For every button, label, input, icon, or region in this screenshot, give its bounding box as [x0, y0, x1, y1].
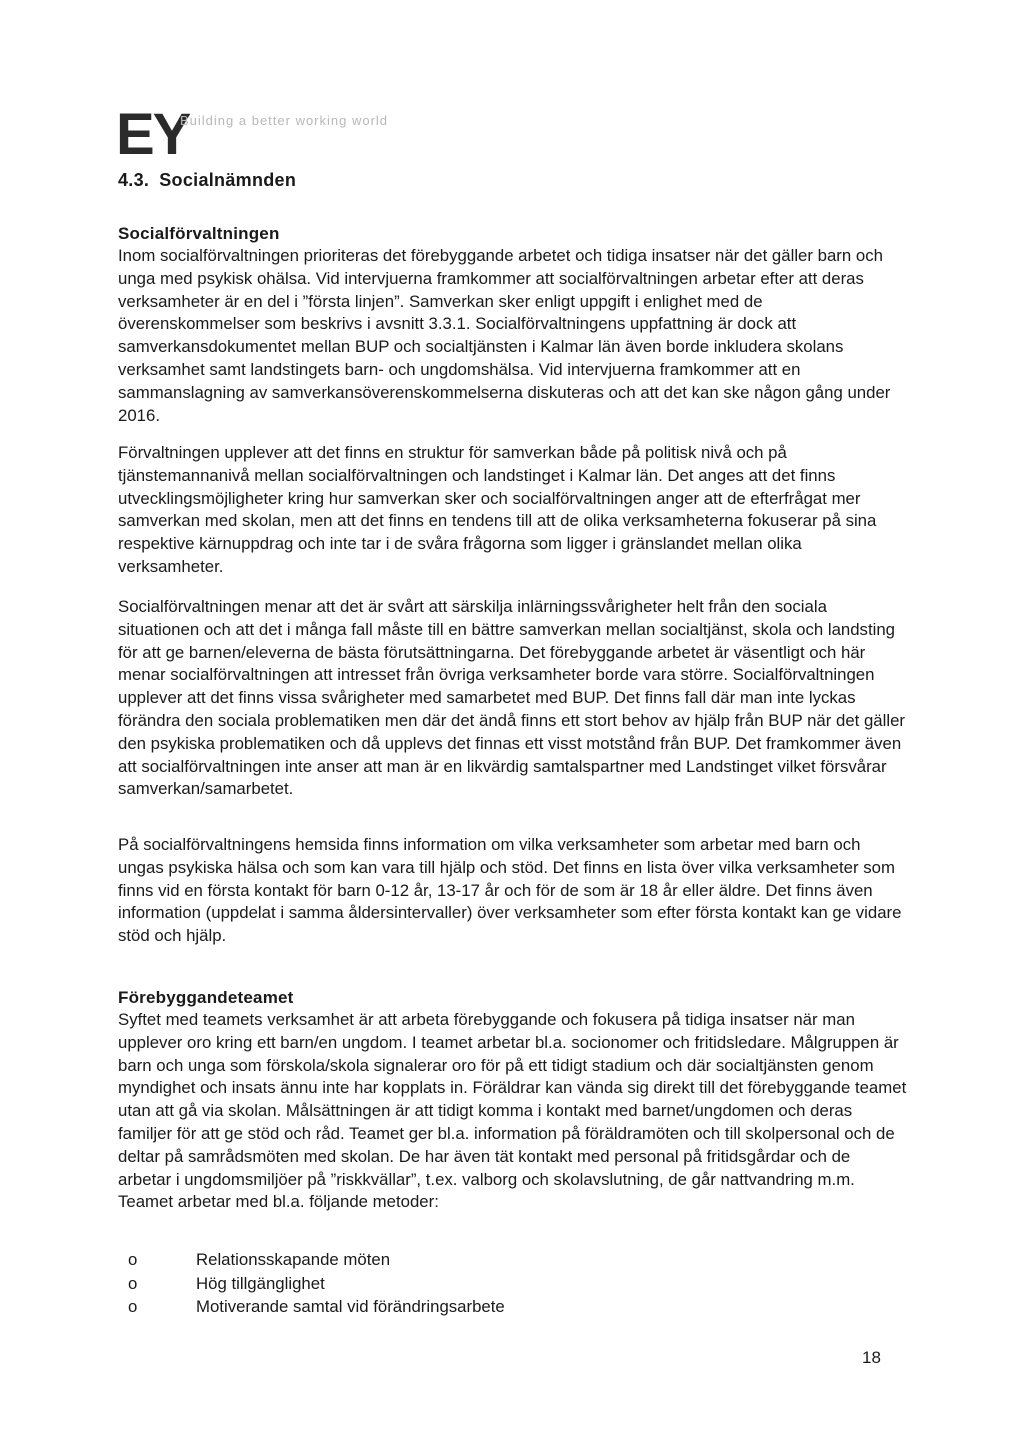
section-title: Socialnämnden — [159, 170, 297, 190]
forebyggandeteamet-paragraph: Syftet med teamets verksamhet är att arbeta förebyggande och fokusera på tidiga insatser när man upplever oro kring ett barn/en ungdom. I teamet arbetar bl.a. socionomer och fritidsledare. Målgruppen är barn och unga som förskola/skola signalerar oro för på ett tidigt stadium och där socialtjänsten genom myndighet och insats ännu inte har kopplats in. Föräldrar kan vända sig direkt till det förebyggande teamet utan att gå via skolan. Målsättningen är att tidigt komma i kontakt med barnet/ungdomen och deras familjer för att ge stöd och råd. Teamet ger bl.a. information på föräldramöten och till skolpersonal och de deltar på samrådsmöten med skolan. De har även tät kontakt med personal på fritidsgårdar och de arbetar i ungdomsmiljöer på ”riskkvällar”, t.ex. valborg och skolavslutning, de går nattvandring m.m. Teamet arbetar med bl.a. följande metoder: — [118, 1010, 907, 1212]
socialforvaltningen-heading: Socialförvaltningen — [118, 224, 280, 243]
socialforvaltningen-paragraph-3: Socialförvaltningen menar att det är svårt att särskilja inlärningssvårigheter helt från den sociala situationen och att det i många fall måste till en bättre samverkan mellan socialtjänst, skola och landsting för att ge barnen/eleverna de bästa förutsättningarna. Det förebyggande arbetet är väsentligt och här menar socialförvaltningen att intresset från övriga verksamheter borde vara större. Socialförvaltningen upplever att det finns vissa svårigheter med samarbetet med BUP. Det finns fall där man inte lyckas förändra den sociala problematiken men där det ändå finns ett stort behov av hjälp från BUP när det gäller den psykiska problematiken och då upplevs det finnas ett visst motstånd från BUP. Det framkommer även att socialförvaltningen inte anser att man är en likvärdig samtalspartner med Landstinget vilket försvårar samverkan/samarbetet. — [118, 597, 906, 799]
list-item — [118, 1272, 505, 1296]
section-heading — [118, 170, 296, 191]
socialforvaltningen-paragraph-4-block — [118, 834, 908, 948]
method-label: Motiverande samtal vid förändringsarbete — [196, 1297, 505, 1316]
bullet-marker: o — [128, 1273, 138, 1293]
socialforvaltningen-paragraph-1: Inom socialförvaltningen prioriteras det förebyggande arbetet och tidiga insatser när det gäller barn och unga med psykisk ohälsa. Vid intervjuerna framkommer att socialförvaltningen arbetar efter att deras verksamheter är en del i ”första linjen”. Samverkan sker enligt uppgift i enlighet med de överenskommelser som beskrivs i avsnitt 3.3.1. Socialförvaltningens uppfattning är dock att samverkansdokumentet mellan BUP och socialtjänsten i Kalmar län även borde inkludera skolans verksamhet samt landstingets barn- och ungdomshälsa. Vid intervjuerna framkommer att en sammanslagning av samverkansöverenskommelserna diskuteras och att det kan ske någon gång under 2016. — [118, 246, 891, 425]
ey-logo-text: EY — [116, 102, 190, 160]
socialforvaltningen-paragraph-4: På socialförvaltningens hemsida finns information om vilka verksamheter som arbetar med barn och ungas psykiska hälsa och som kan vara till hjälp och stöd. Det finns en lista över vilka verksamheter som finns vid en första kontakt för barn 0-12 år, 13-17 år och för de som är 18 år eller äldre. Det finns även information (uppdelat i samma åldersintervaller) över verksamheter som efter första kontakt kan ge vidare stöd och hjälp. — [118, 835, 902, 946]
method-label: Hög tillgänglighet — [196, 1273, 325, 1293]
bullet-marker: o — [128, 1250, 138, 1269]
ey-tagline: Building a better working world — [180, 113, 389, 128]
forebyggandeteamet-heading: Förebyggandeteamet — [118, 988, 294, 1007]
forebyggandeteamet-section — [118, 986, 908, 1214]
socialforvaltningen-paragraph-2: Förvaltningen upplever att det finns en struktur för samverkan både på politisk nivå och på tjänstemannanivå mellan socialförvaltningen och landstinget i Kalmar län. Det anges att det finns utvecklingsmöjligheter kring hur samverkan sker och socialförvaltningen anger att de efterfrågat mer samverkan med skolan, men att det finns en tendens till att de olika verksamheterna fokuserar på sina respektive kärnuppdrag och inte tar i de svåra frågorna som ligger i gränslandet mellan olika verksamheter. — [118, 443, 877, 576]
methods-list — [118, 1248, 505, 1319]
ey-logo — [116, 100, 389, 160]
ey-logo-mark — [116, 100, 296, 160]
socialforvaltningen-paragraph-2-block — [118, 442, 908, 579]
page-number: 18 — [862, 1348, 881, 1367]
list-item — [118, 1295, 505, 1319]
socialforvaltningen-paragraph-3-block — [118, 596, 908, 801]
bullet-marker: o — [128, 1297, 138, 1316]
method-label: Relationsskapande möten — [196, 1250, 391, 1269]
section-number: 4.3. — [118, 170, 150, 190]
list-item — [118, 1248, 505, 1272]
socialforvaltningen-section — [118, 222, 908, 427]
